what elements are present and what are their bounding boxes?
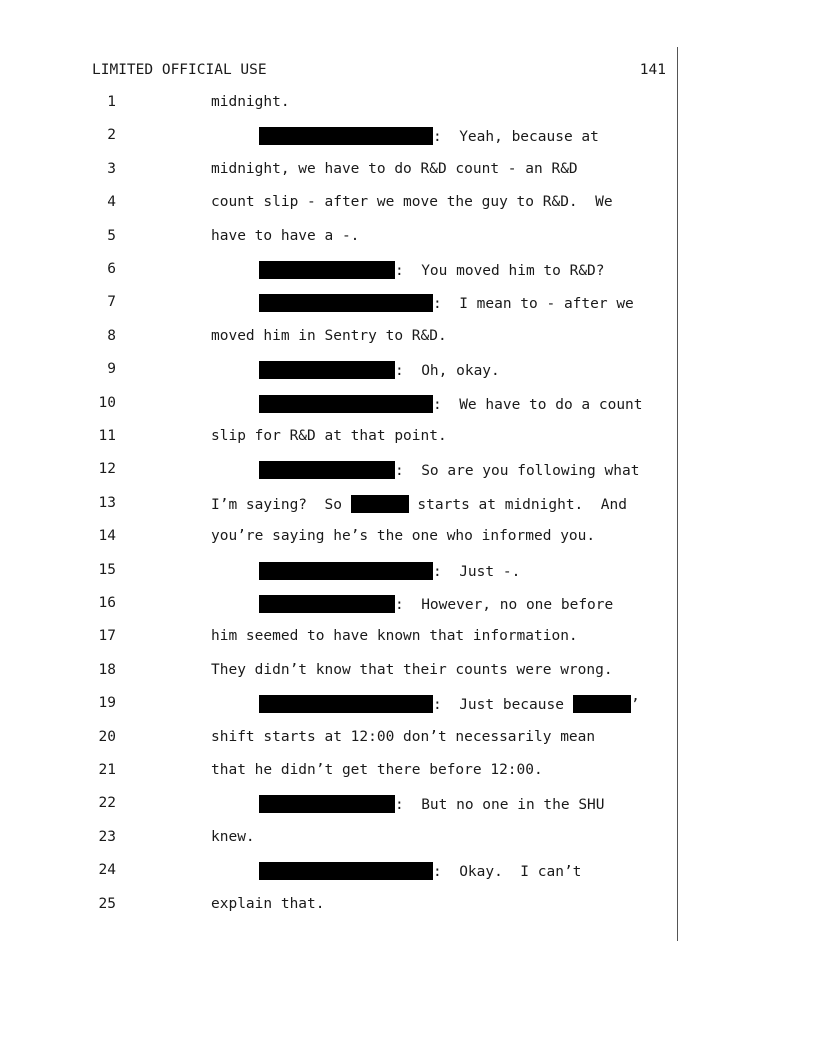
line-text-segment: moved him in Sentry to R&D. bbox=[211, 327, 447, 344]
page-number: 141 bbox=[639, 62, 666, 78]
line-text bbox=[211, 228, 359, 244]
line-text-segment: count slip - after we move the guy to R&D. We bbox=[211, 194, 613, 211]
transcript-line bbox=[0, 261, 816, 281]
transcript-line bbox=[0, 228, 816, 248]
redaction-block bbox=[573, 695, 631, 713]
line-number: 16 bbox=[98, 595, 116, 611]
line-number: 20 bbox=[98, 728, 116, 745]
line-text-segment: him seemed to have known that information. bbox=[211, 628, 578, 645]
line-text bbox=[211, 896, 325, 912]
transcript-line bbox=[0, 896, 816, 916]
line-number: 22 bbox=[98, 795, 116, 812]
line-number: 4 bbox=[107, 194, 116, 211]
line-text-segment: They didn’t know that their counts were wrong. bbox=[211, 661, 613, 678]
redaction-block bbox=[259, 862, 433, 880]
line-number: 6 bbox=[107, 261, 116, 277]
transcript-line bbox=[0, 395, 816, 415]
transcript-line bbox=[0, 695, 816, 715]
redaction-block bbox=[259, 127, 433, 145]
line-text bbox=[259, 795, 605, 813]
transcript-line bbox=[0, 428, 816, 448]
line-number: 18 bbox=[98, 661, 116, 678]
line-number: 5 bbox=[107, 227, 116, 244]
line-text bbox=[259, 461, 639, 479]
redaction-block bbox=[259, 294, 433, 312]
line-number: 24 bbox=[98, 862, 116, 879]
line-number: 17 bbox=[98, 628, 116, 645]
line-text bbox=[211, 662, 613, 678]
line-text-segment: slip for R&D at that point. bbox=[211, 428, 447, 444]
line-text bbox=[259, 261, 605, 279]
line-text bbox=[259, 862, 581, 880]
transcript-line bbox=[0, 328, 816, 348]
line-text bbox=[259, 361, 500, 379]
line-text bbox=[211, 628, 578, 644]
line-text-segment: you’re saying he’s the one who informed you. bbox=[211, 528, 596, 545]
line-text-segment: explain that. bbox=[211, 895, 325, 912]
transcript-line bbox=[0, 862, 816, 882]
line-text-segment: : So are you following what bbox=[395, 463, 640, 480]
redaction-block bbox=[351, 495, 409, 513]
line-text-segment: : Oh, okay. bbox=[395, 363, 500, 380]
line-text-segment: have to have a -. bbox=[211, 227, 360, 244]
line-text bbox=[211, 94, 290, 110]
transcript-line bbox=[0, 161, 816, 181]
line-text-segment: : But no one in the SHU bbox=[395, 797, 605, 814]
classification-header: LIMITED OFFICIAL USE bbox=[92, 62, 267, 78]
transcript-line bbox=[0, 94, 816, 114]
line-text bbox=[259, 695, 639, 713]
line-number: 13 bbox=[98, 494, 116, 511]
redaction-block bbox=[259, 695, 433, 713]
transcript-line bbox=[0, 829, 816, 849]
line-text-segment: : Yeah, because at bbox=[433, 129, 599, 146]
transcript-line bbox=[0, 628, 816, 648]
line-number: 23 bbox=[98, 828, 116, 845]
transcript-line bbox=[0, 194, 816, 214]
line-text-segment: : You moved him to R&D? bbox=[395, 263, 605, 279]
transcript-line bbox=[0, 528, 816, 548]
line-text-segment: I’m saying? So bbox=[211, 496, 351, 513]
line-text bbox=[211, 495, 627, 513]
line-number: 2 bbox=[107, 127, 116, 144]
line-text-segment: : However, no one before bbox=[395, 597, 614, 613]
transcript-line bbox=[0, 127, 816, 147]
line-text bbox=[211, 428, 447, 444]
line-text-segment: midnight, we have to do R&D count - an R&D bbox=[211, 160, 578, 177]
line-text-segment: midnight. bbox=[211, 94, 290, 110]
line-text-segment: ’ bbox=[630, 697, 640, 714]
line-text bbox=[211, 328, 447, 344]
line-text-segment: : Just -. bbox=[433, 563, 521, 580]
transcript-line bbox=[0, 795, 816, 815]
transcript-line bbox=[0, 461, 816, 481]
line-number: 7 bbox=[107, 294, 116, 311]
line-text bbox=[259, 127, 599, 145]
line-text bbox=[211, 161, 578, 177]
line-text-segment: : Okay. I can’t bbox=[433, 864, 582, 881]
line-number: 15 bbox=[98, 561, 116, 578]
line-text-segment: that he didn’t get there before 12:00. bbox=[211, 762, 543, 778]
line-number: 1 bbox=[107, 94, 116, 110]
transcript-line bbox=[0, 762, 816, 782]
redaction-block bbox=[259, 395, 433, 413]
line-number: 9 bbox=[107, 361, 116, 378]
transcript-line bbox=[0, 495, 816, 515]
line-text bbox=[259, 294, 634, 312]
transcript-line bbox=[0, 361, 816, 381]
line-text bbox=[211, 194, 613, 210]
line-text bbox=[211, 528, 595, 544]
line-text-segment: : I mean to - after we bbox=[433, 296, 634, 313]
line-number: 11 bbox=[98, 428, 116, 444]
line-number: 14 bbox=[98, 528, 116, 545]
line-text bbox=[211, 762, 543, 778]
line-text bbox=[259, 395, 643, 413]
redaction-block bbox=[259, 461, 395, 479]
line-text-segment: : Just because bbox=[433, 697, 573, 714]
transcript-line bbox=[0, 595, 816, 615]
line-text-segment: : We have to do a count bbox=[433, 396, 643, 413]
redaction-block bbox=[259, 795, 395, 813]
line-number: 8 bbox=[107, 327, 116, 344]
line-text-segment: knew. bbox=[211, 828, 255, 845]
transcript-line bbox=[0, 294, 816, 314]
redaction-block bbox=[259, 361, 395, 379]
line-text bbox=[259, 595, 613, 613]
line-text-segment: starts at midnight. And bbox=[408, 496, 627, 513]
line-text bbox=[211, 729, 595, 745]
line-number: 3 bbox=[107, 160, 116, 177]
transcript-line bbox=[0, 562, 816, 582]
line-number: 12 bbox=[98, 461, 116, 478]
line-number: 10 bbox=[98, 394, 116, 411]
line-number: 25 bbox=[98, 895, 116, 912]
line-text-segment: shift starts at 12:00 don’t necessarily mean bbox=[211, 728, 596, 745]
redaction-block bbox=[259, 595, 395, 613]
transcript-line bbox=[0, 729, 816, 749]
line-number: 19 bbox=[98, 695, 116, 712]
line-number: 21 bbox=[98, 762, 116, 778]
line-text bbox=[211, 829, 255, 845]
line-text bbox=[259, 562, 520, 580]
transcript-line bbox=[0, 662, 816, 682]
redaction-block bbox=[259, 261, 395, 279]
redaction-block bbox=[259, 562, 433, 580]
